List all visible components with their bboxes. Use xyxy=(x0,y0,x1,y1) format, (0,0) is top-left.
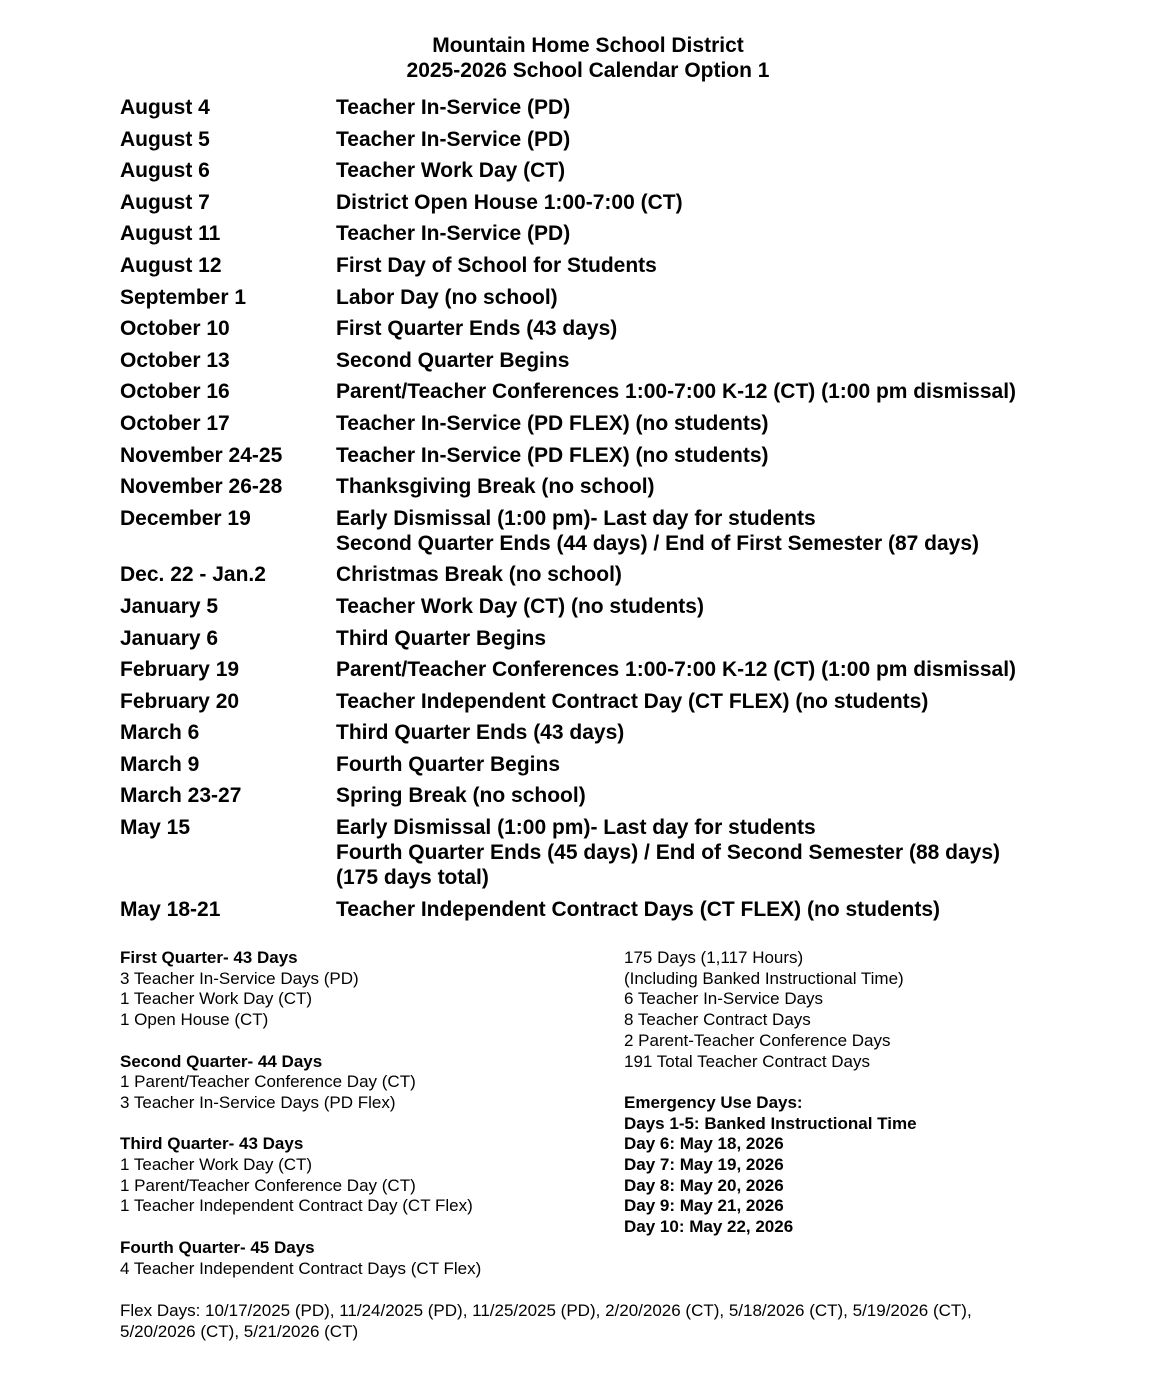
schedule-event: District Open House 1:00-7:00 (CT) xyxy=(336,190,683,214)
district-name: Mountain Home School District xyxy=(432,34,744,57)
schedule-date: August 6 xyxy=(120,159,210,183)
schedule-event: Thanksgiving Break (no school) xyxy=(336,475,655,499)
spacer xyxy=(120,1114,590,1135)
calendar-title: 2025-2026 School Calendar Option 1 xyxy=(406,59,770,82)
schedule-row xyxy=(120,562,1140,587)
quarter-summary-line: 1 Parent/Teacher Conference Day (CT) xyxy=(120,1175,416,1195)
schedule-date: September 1 xyxy=(120,285,247,309)
calendar-schedule xyxy=(120,95,1140,928)
schedule-event: First Day of School for Students xyxy=(336,253,657,277)
quarter-summary-heading: Third Quarter- 43 Days xyxy=(120,1134,304,1154)
schedule-date: August 5 xyxy=(120,127,210,151)
schedule-date: October 13 xyxy=(120,348,230,372)
schedule-event: Teacher Independent Contract Days (CT FLEX) (no students) xyxy=(336,897,940,921)
quarter-summary-line: 3 Teacher In-Service Days (PD Flex) xyxy=(120,1092,396,1112)
totals-heading: Day 10: May 22, 2026 xyxy=(624,1217,794,1237)
schedule-events xyxy=(336,815,1140,890)
schedule-events xyxy=(336,657,1140,682)
schedule-date: March 9 xyxy=(120,752,200,776)
schedule-event: Teacher Work Day (CT) (no students) xyxy=(336,594,704,618)
totals-heading: Day 8: May 20, 2026 xyxy=(624,1175,784,1195)
schedule-events xyxy=(336,443,1140,468)
schedule-date: October 17 xyxy=(120,411,230,435)
totals-heading: Emergency Use Days: xyxy=(624,1092,803,1112)
schedule-event: Second Quarter Begins xyxy=(336,348,570,372)
document-title xyxy=(0,33,1154,83)
quarter-summary-heading: First Quarter- 43 Days xyxy=(120,948,298,967)
schedule-row xyxy=(120,474,1140,499)
schedule-row xyxy=(120,752,1140,777)
schedule-event: Early Dismissal (1:00 pm)- Last day for students xyxy=(336,816,816,840)
schedule-event: Teacher In-Service (PD) xyxy=(336,127,571,151)
schedule-events xyxy=(336,253,1140,278)
schedule-events xyxy=(336,897,1140,922)
quarter-summary-line: 4 Teacher Independent Contract Days (CT Flex) xyxy=(120,1258,482,1278)
schedule-event: Parent/Teacher Conferences 1:00-7:00 K-12 (CT) (1:00 pm dismissal) xyxy=(336,380,1017,404)
schedule-event: Parent/Teacher Conferences 1:00-7:00 K-12 (CT) (1:00 pm dismissal) xyxy=(336,658,1017,682)
totals-heading: Day 7: May 19, 2026 xyxy=(624,1155,784,1175)
flex-days-note: Flex Days: 10/17/2025 (PD), 11/24/2025 (PD), 11/25/2025 (PD), 2/20/2026 (CT), 5/18/2026 (CT), 5/19/2026 (CT), 5/20/2026 (CT), 5/21/2026 (CT) xyxy=(120,1301,972,1341)
schedule-row xyxy=(120,689,1140,714)
schedule-event: Third Quarter Ends (43 days) xyxy=(336,721,625,745)
schedule-events xyxy=(336,221,1140,246)
schedule-row xyxy=(120,783,1140,808)
quarter-summary-heading: Fourth Quarter- 45 Days xyxy=(120,1237,315,1257)
schedule-event: Fourth Quarter Begins xyxy=(336,752,561,776)
schedule-row xyxy=(120,379,1140,404)
schedule-event: Third Quarter Begins xyxy=(336,626,547,650)
schedule-event: Christmas Break (no school) xyxy=(336,563,622,587)
schedule-events xyxy=(336,783,1140,808)
schedule-event: First Quarter Ends (43 days) xyxy=(336,317,618,341)
schedule-row xyxy=(120,815,1140,890)
schedule-date: January 6 xyxy=(120,626,219,650)
schedule-row xyxy=(120,316,1140,341)
schedule-row xyxy=(120,506,1140,556)
quarter-summary-line: 1 Teacher Work Day (CT) xyxy=(120,1155,313,1174)
quarter-summary-line: 3 Teacher In-Service Days (PD) xyxy=(120,968,359,988)
schedule-date: November 26-28 xyxy=(120,475,283,499)
schedule-date: January 5 xyxy=(120,594,219,618)
spacer xyxy=(624,1072,1124,1093)
totals-line: (Including Banked Instructional Time) xyxy=(624,968,904,988)
totals-heading: Day 6: May 18, 2026 xyxy=(624,1134,784,1154)
schedule-event: Teacher In-Service (PD) xyxy=(336,222,571,246)
schedule-row xyxy=(120,285,1140,310)
schedule-events xyxy=(336,752,1140,777)
schedule-events xyxy=(336,720,1140,745)
quarter-summary-line: 1 Parent/Teacher Conference Day (CT) xyxy=(120,1072,416,1092)
totals-line: 8 Teacher Contract Days xyxy=(624,1010,811,1030)
schedule-row xyxy=(120,127,1140,152)
schedule-event: Teacher In-Service (PD FLEX) (no students) xyxy=(336,443,769,467)
schedule-event: Teacher Work Day (CT) xyxy=(336,159,566,183)
totals-heading: Day 9: May 21, 2026 xyxy=(624,1196,784,1216)
schedule-row xyxy=(120,158,1140,183)
schedule-date: October 16 xyxy=(120,380,230,404)
schedule-event: Teacher In-Service (PD FLEX) (no students) xyxy=(336,411,769,435)
schedule-row xyxy=(120,221,1140,246)
schedule-date: November 24-25 xyxy=(120,443,283,467)
schedule-events xyxy=(336,411,1140,436)
schedule-events xyxy=(336,285,1140,310)
schedule-date: May 18-21 xyxy=(120,897,221,921)
schedule-events xyxy=(336,474,1140,499)
schedule-date: August 4 xyxy=(120,96,210,119)
schedule-events xyxy=(336,626,1140,651)
schedule-event: Teacher Independent Contract Day (CT FLEX) (no students) xyxy=(336,689,929,713)
schedule-event: Early Dismissal (1:00 pm)- Last day for students xyxy=(336,506,816,530)
quarter-summary-line: 1 Teacher Work Day (CT) xyxy=(120,989,313,1009)
schedule-row xyxy=(120,411,1140,436)
schedule-events xyxy=(336,95,1140,120)
schedule-events xyxy=(336,594,1140,619)
schedule-event: Labor Day (no school) xyxy=(336,285,558,309)
schedule-row xyxy=(120,594,1140,619)
schedule-date: March 23-27 xyxy=(120,784,242,808)
schedule-event: Second Quarter Ends (44 days) / End of First Semester (87 days) xyxy=(336,531,980,555)
totals-line: 175 Days (1,117 Hours) xyxy=(624,948,804,967)
schedule-events xyxy=(336,506,1140,556)
spacer xyxy=(120,1217,590,1238)
schedule-row xyxy=(120,897,1140,922)
schedule-events xyxy=(336,190,1140,215)
totals-line: 6 Teacher In-Service Days xyxy=(624,989,824,1009)
schedule-event: Teacher In-Service (PD) xyxy=(336,96,571,119)
schedule-row xyxy=(120,443,1140,468)
quarter-summary xyxy=(120,948,590,1279)
totals-line: 191 Total Teacher Contract Days xyxy=(624,1051,871,1071)
schedule-row xyxy=(120,626,1140,651)
schedule-events xyxy=(336,562,1140,587)
schedule-date: February 20 xyxy=(120,689,240,713)
schedule-date: Dec. 22 - Jan.2 xyxy=(120,563,266,587)
totals-and-emergency-days xyxy=(624,948,1124,1238)
schedule-row xyxy=(120,253,1140,278)
schedule-date: May 15 xyxy=(120,816,191,840)
schedule-row xyxy=(120,95,1140,120)
quarter-summary-line: 1 Teacher Independent Contract Day (CT Flex) xyxy=(120,1196,473,1216)
schedule-date: August 11 xyxy=(120,222,221,246)
schedule-event: Fourth Quarter Ends (45 days) / End of Second Semester (88 days) xyxy=(336,841,1001,865)
schedule-events xyxy=(336,379,1140,404)
schedule-row xyxy=(120,190,1140,215)
schedule-events xyxy=(336,348,1140,373)
schedule-row xyxy=(120,348,1140,373)
schedule-date: February 19 xyxy=(120,658,240,682)
totals-heading: Days 1-5: Banked Instructional Time xyxy=(624,1113,917,1133)
quarter-summary-heading: Second Quarter- 44 Days xyxy=(120,1051,323,1071)
schedule-date: August 7 xyxy=(120,190,210,214)
schedule-row xyxy=(120,720,1140,745)
schedule-events xyxy=(336,316,1140,341)
schedule-event: (175 days total) xyxy=(336,866,489,890)
schedule-date: October 10 xyxy=(120,317,230,341)
schedule-event: Spring Break (no school) xyxy=(336,784,586,808)
schedule-date: March 6 xyxy=(120,721,200,745)
spacer xyxy=(120,1031,590,1052)
quarter-summary-line: 1 Open House (CT) xyxy=(120,1010,269,1030)
schedule-events xyxy=(336,127,1140,152)
schedule-events xyxy=(336,689,1140,714)
schedule-date: December 19 xyxy=(120,506,251,530)
schedule-date: August 12 xyxy=(120,253,222,277)
schedule-events xyxy=(336,158,1140,183)
totals-line: 2 Parent-Teacher Conference Days xyxy=(624,1030,891,1050)
schedule-row xyxy=(120,657,1140,682)
